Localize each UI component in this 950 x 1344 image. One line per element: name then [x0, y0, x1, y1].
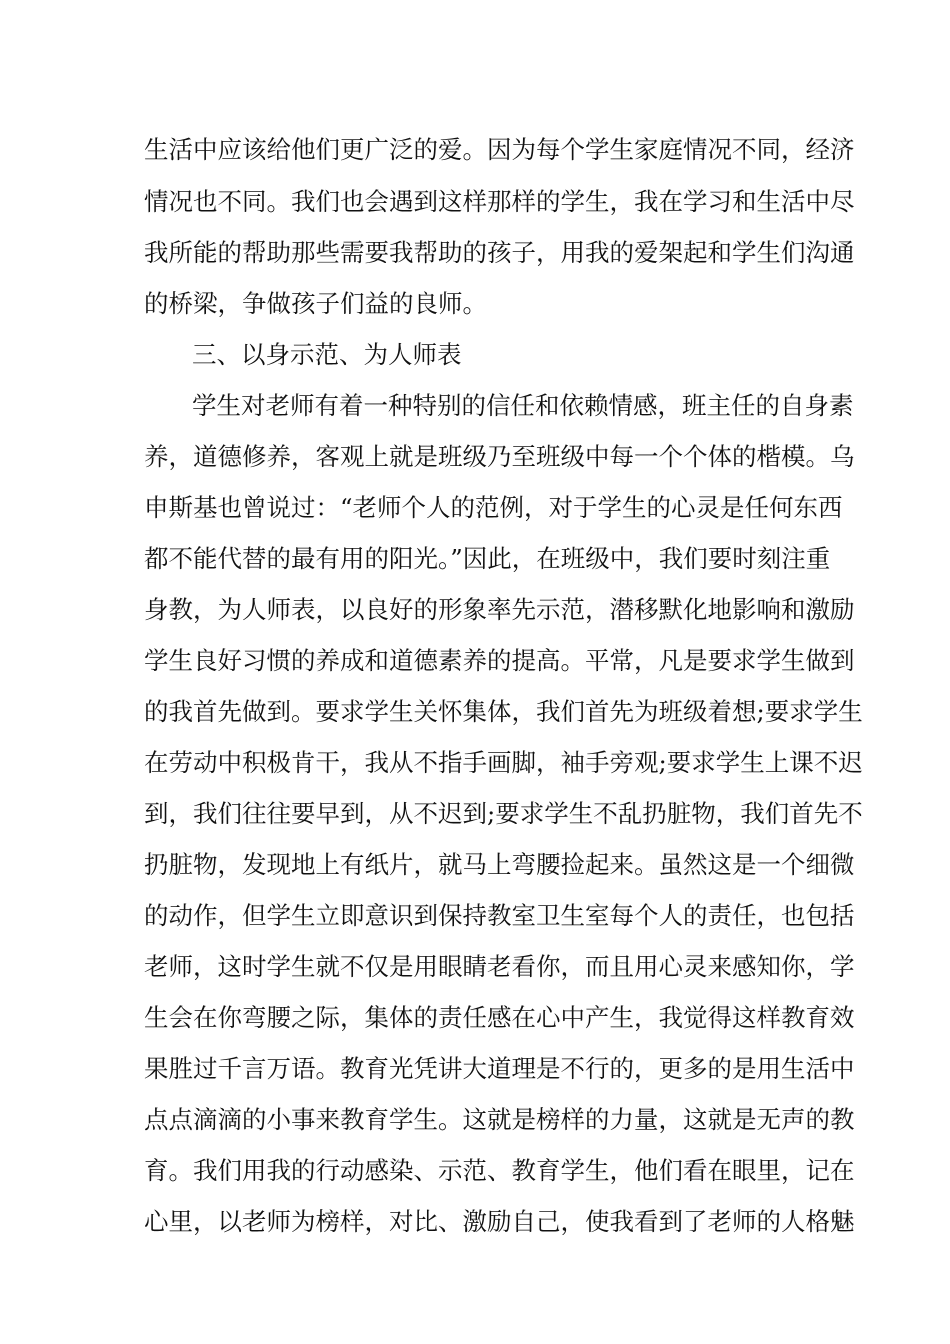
text-line: 生活中应该给他们更广泛的爱。因为每个学生家庭情况不同，经济 [144, 135, 855, 164]
text-line: 扔脏物，发现地上有纸片，就马上弯腰捡起来。虽然这是一个细微 [144, 850, 855, 879]
text-line: 申斯基也曾说过：“老师个人的范例，对于学生的心灵是任何东西 [144, 493, 843, 522]
text-line: 到，我们往往要早到，从不迟到;要求学生不乱扔脏物，我们首先不 [144, 799, 863, 828]
text-line: 学生对老师有着一种特别的信任和依赖情感，班主任的自身素 [192, 391, 854, 420]
text-line: 的桥梁，争做孩子们益的良师。 [144, 289, 487, 318]
text-line: 学生良好习惯的养成和道德素养的提高。平常，凡是要求学生做到 [144, 646, 855, 675]
text-line: 的动作，但学生立即意识到保持教室卫生室每个人的责任，也包括 [144, 901, 855, 930]
text-line: 心里，以老师为榜样，对比、激励自己，使我看到了老师的人格魅 [144, 1207, 855, 1236]
text-line: 养，道德修养，客观上就是班级乃至班级中每一个个体的楷模。乌 [144, 442, 855, 471]
text-line: 老师，这时学生就不仅是用眼睛老看你，而且用心灵来感知你，学 [144, 952, 855, 981]
text-line: 情况也不同。我们也会遇到这样那样的学生，我在学习和生活中尽 [144, 187, 855, 216]
text-line: 身教，为人师表，以良好的形象率先示范，潜移默化地影响和激励 [144, 595, 855, 624]
text-line: 都不能代替的最有用的阳光。”因此，在班级中，我们要时刻注重 [144, 544, 831, 573]
text-line: 点点滴滴的小事来教育学生。这就是榜样的力量，这就是无声的教 [144, 1105, 855, 1134]
text-line: 在劳动中积极肯干，我从不指手画脚，袖手旁观;要求学生上课不迟 [144, 748, 863, 777]
text-line: 果胜过千言万语。教育光凭讲大道理是不行的，更多的是用生活中 [144, 1054, 855, 1083]
text-line: 我所能的帮助那些需要我帮助的孩子，用我的爱架起和学生们沟通 [144, 238, 855, 267]
text-line: 育。我们用我的行动感染、示范、教育学生，他们看在眼里，记在 [144, 1156, 855, 1185]
text-line: 生会在你弯腰之际，集体的责任感在心中产生，我觉得这样教育效 [144, 1003, 855, 1032]
section-heading: 三、以身示范、为人师表 [192, 340, 462, 369]
text-line: 的我首先做到。要求学生关怀集体，我们首先为班级着想;要求学生 [144, 697, 863, 726]
